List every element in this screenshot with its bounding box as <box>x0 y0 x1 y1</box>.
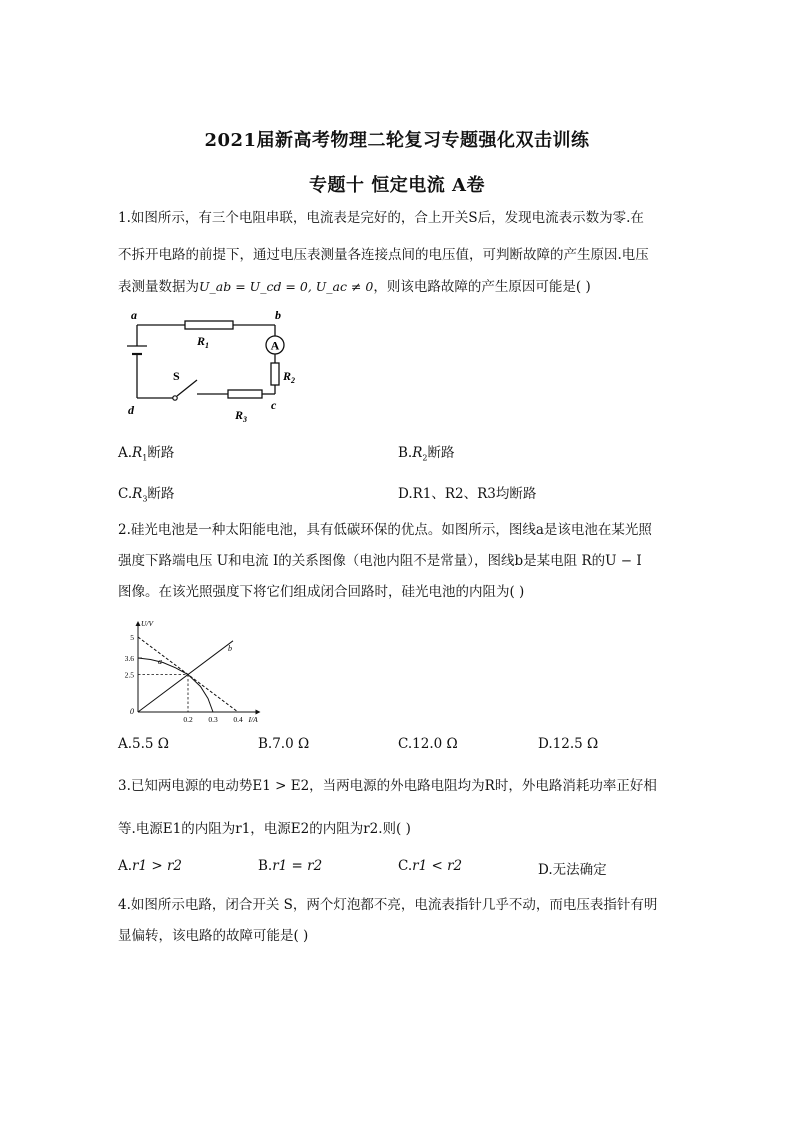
q2-line2: 强度下路端电压 U和电流 I的关系图像（电池内阻不是常量），图线b是某电阻 R的U − I <box>118 553 642 569</box>
q1-option-d[interactable]: D.R1、R2、R3均断路 <box>398 486 537 502</box>
q2-option-b[interactable]: B.7.0 Ω <box>258 736 310 752</box>
q1-formula: U_ab = U_cd = 0, U_ac ≠ 0 <box>199 279 374 294</box>
q3-line2: 等.电源E1的内阻为r1，电源E2的内阻为r2.则( ) <box>118 821 411 837</box>
q2-line3: 图像。在该光照强度下将它们组成闭合回路时，硅光电池的内阻为( ) <box>118 584 525 600</box>
q2-option-a[interactable]: A.5.5 Ω <box>118 736 170 752</box>
x-tick-label: 0.2 <box>183 715 193 724</box>
node-label-a: a <box>131 308 137 322</box>
series-label-a: a <box>158 657 162 666</box>
q4-line1: 4.如图所示电路，闭合开关 S，两个灯泡都不亮，电流表指针几乎不动，而电压表指针有明 <box>118 897 658 913</box>
x-axis-arrow <box>256 710 261 715</box>
y-tick-label: 2.5 <box>124 670 134 680</box>
q4-line2: 显偏转，该电路的故障可能是( ) <box>118 928 309 944</box>
y-tick-label: 5 <box>130 633 134 642</box>
q1-line3: 表测量数据为U_ab = U_cd = 0, U_ac ≠ 0，则该电路故障的产生原因可能是( ) <box>118 279 591 295</box>
q2-ui-chart <box>113 615 263 725</box>
r2-label: $R_2$ <box>283 369 296 385</box>
resistor-r2 <box>271 363 279 385</box>
switch-contact <box>173 396 177 400</box>
q2-line1: 2.硅光电池是一种太阳能电池，具有低碳环保的优点。如图所示，图线a是该电池在某光照 <box>118 522 652 538</box>
r1-label: $R_1$ <box>197 334 210 350</box>
y-tick-label: 3.6 <box>124 654 134 663</box>
node-label-c: c <box>271 398 277 412</box>
r3-label: $R_3$ <box>235 408 248 424</box>
q3-option-d[interactable]: D.无法确定 <box>538 862 607 878</box>
q1-line1: 1.如图所示，有三个电阻串联，电流表是完好的，合上开关S后，发现电流表示数为零.在 <box>118 210 644 226</box>
q1-line2: 不拆开电路的前提下，通过电压表测量各连接点间的电压值，可判断故障的产生原因.电压 <box>118 247 649 263</box>
switch-blade <box>177 380 197 396</box>
x-tick-label: 0.4 <box>233 715 243 724</box>
y-axis-arrow <box>136 621 141 626</box>
document-title: 2021届新高考物理二轮复习专题强化双击训练 <box>204 130 590 151</box>
resistor-r3 <box>228 390 262 398</box>
x-tick-label: 0.3 <box>208 715 218 724</box>
document-subtitle: 专题十 恒定电流 A卷 <box>309 175 485 196</box>
node-label-b: b <box>275 308 281 322</box>
switch-label: S <box>173 369 180 383</box>
q1-option-c[interactable]: $C.R_3$断路 <box>118 486 175 504</box>
resistor-r1 <box>185 321 233 329</box>
q3-option-a[interactable]: A.r1 > r2 <box>118 858 183 874</box>
node-label-d: d <box>128 403 134 417</box>
series-label-b: b <box>228 643 232 653</box>
q1-circuit-diagram <box>125 308 305 428</box>
q3-option-b[interactable]: B.r1 = r2 <box>258 858 323 874</box>
q1-option-b[interactable]: $B.R_2$断路 <box>398 445 455 463</box>
q2-option-c[interactable]: C.12.0 Ω <box>398 736 458 752</box>
q3-option-c[interactable]: C.r1 < r2 <box>398 858 463 874</box>
q1-option-a[interactable]: $A.R_1$断路 <box>118 445 175 463</box>
ammeter-label: A <box>270 338 280 353</box>
q2-option-d[interactable]: D.12.5 Ω <box>538 736 599 752</box>
origin-label: 0 <box>130 707 134 716</box>
series-line-b <box>138 641 233 712</box>
q3-line1: 3.已知两电源的电动势E1 > E2，当两电源的外电路电阻均为R时，外电路消耗功率正好相 <box>118 778 657 794</box>
y-axis-label: U/V <box>141 619 154 628</box>
x-axis-label: I/A <box>248 715 258 724</box>
